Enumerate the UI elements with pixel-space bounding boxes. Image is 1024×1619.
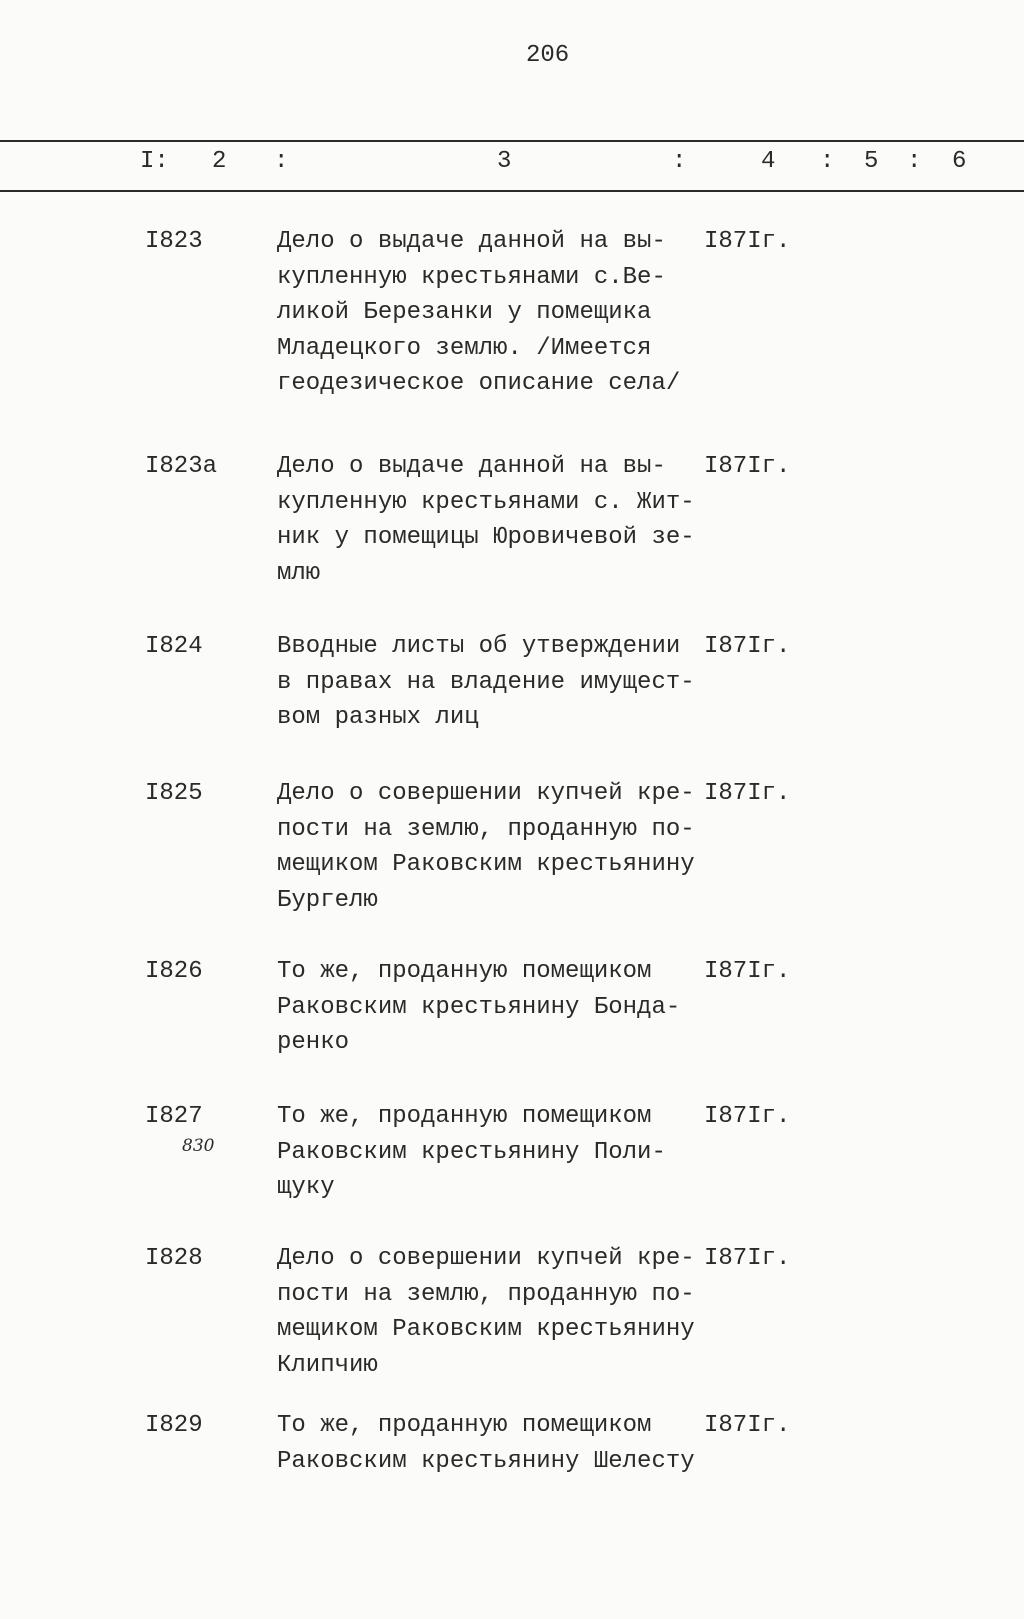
column-separator: :	[907, 148, 922, 175]
entry-title-line: То же, проданную помещиком	[277, 1103, 652, 1130]
entry-date: I87Iг.	[704, 1412, 791, 1439]
entry-title-line: Раковским крестьянину Поли-	[277, 1138, 666, 1166]
entry-date: I87Iг.	[704, 228, 791, 255]
column-separator: :	[820, 148, 835, 175]
column-header-4: 4	[761, 148, 776, 175]
column-separator: :	[672, 148, 687, 175]
entry-title-line: ник у помещицы Юровичевой зе-	[277, 524, 695, 551]
entry-number: I825	[145, 780, 203, 807]
entry-date: I87Iг.	[704, 453, 791, 480]
entry-title	[277, 1408, 695, 1479]
entry-title-line: мещиком Раковским крестьянину	[277, 851, 695, 878]
column-separator: :	[274, 148, 289, 175]
entry-title-line: ликой Березанки у помещика	[277, 299, 652, 326]
entry-title-line: пости на землю, проданную по-	[277, 1280, 695, 1308]
entry-title-line: купленную крестьянами с. Жит-	[277, 488, 695, 516]
entry-title	[277, 224, 680, 402]
entry-title	[277, 1099, 666, 1206]
entry-title	[277, 449, 695, 591]
entry-number: I827	[145, 1103, 203, 1130]
entry-title	[277, 1241, 695, 1383]
column-header-5: 5	[864, 148, 879, 175]
entry-title-line: То же, проданную помещиком	[277, 958, 652, 985]
column-header-6: 6	[952, 148, 967, 175]
entry-title-line: Клипчию	[277, 1351, 378, 1379]
header-top-rule	[0, 140, 1024, 142]
entry-number: I824	[145, 633, 203, 660]
entry-title-line: в правах на владение имущест-	[277, 668, 695, 696]
entry-title	[277, 629, 695, 736]
entry-number: I823	[145, 228, 203, 255]
entry-number: I826	[145, 958, 203, 985]
entry-title-line: вом разных лиц	[277, 704, 479, 731]
entry-title-line: Дело о выдаче данной на вы-	[277, 228, 666, 255]
entry-title-line: пости на землю, проданную по-	[277, 815, 695, 843]
entry-title	[277, 954, 680, 1061]
entry-title	[277, 776, 695, 918]
entry-title-line: Дело о выдаче данной на вы-	[277, 453, 666, 480]
entry-number: I829	[145, 1412, 203, 1439]
entry-title-line: мещиком Раковским крестьянину	[277, 1316, 695, 1343]
entry-title-line: Вводные листы об утверждении	[277, 633, 681, 660]
entry-title-line: щуку	[277, 1174, 335, 1201]
column-header-2: 2	[212, 148, 227, 175]
entry-title-line: Раковским крестьянину Шелесту	[277, 1447, 695, 1475]
column-header-1: I:	[140, 148, 169, 175]
entry-title-line: геодезическое описание села/	[277, 370, 681, 397]
entry-title-line: Бургелю	[277, 886, 378, 914]
entry-number: I823a	[145, 453, 218, 480]
header-bottom-rule	[0, 190, 1024, 192]
entry-date: I87Iг.	[704, 780, 791, 807]
entry-date: I87Iг.	[704, 1103, 791, 1130]
entry-date: I87Iг.	[704, 633, 791, 660]
column-header-3: 3	[497, 148, 512, 175]
entry-title-line: млю	[277, 559, 321, 587]
page-number: 206	[526, 42, 570, 69]
handwritten-note: 830	[182, 1136, 215, 1156]
entry-title-line: Дело о совершении купчей кре-	[277, 780, 695, 807]
entry-title-line: Раковским крестьянину Бонда-	[277, 993, 681, 1021]
entry-title-line: купленную крестьянами с.Ве-	[277, 263, 666, 291]
entry-date: I87Iг.	[704, 958, 791, 985]
entry-date: I87Iг.	[704, 1245, 791, 1272]
entry-title-line: ренко	[277, 1029, 350, 1056]
entry-title-line: Дело о совершении купчей кре-	[277, 1245, 695, 1272]
entry-number: I828	[145, 1245, 203, 1272]
entry-title-line: То же, проданную помещиком	[277, 1412, 652, 1439]
entry-title-line: Младецкого землю. /Имеется	[277, 334, 652, 362]
